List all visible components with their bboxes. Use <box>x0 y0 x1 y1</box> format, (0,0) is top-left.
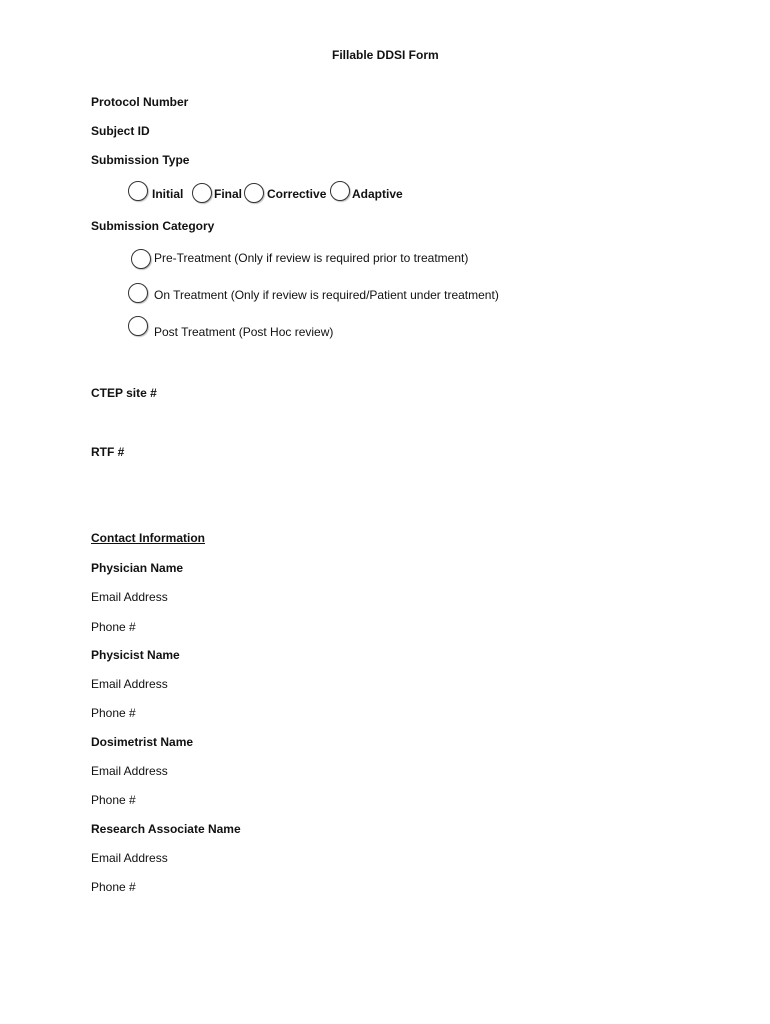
physician-email-label: Email Address <box>91 590 168 604</box>
dosimetrist-phone-label: Phone # <box>91 793 136 807</box>
radio-initial[interactable] <box>128 181 148 201</box>
contact-information-heading: Contact Information <box>91 531 205 545</box>
submission-category-label: Submission Category <box>91 219 215 233</box>
radio-on-treatment[interactable] <box>128 283 148 303</box>
radio-final[interactable] <box>192 183 212 203</box>
physicist-name-label: Physicist Name <box>91 648 180 662</box>
research-associate-name-label: Research Associate Name <box>91 822 241 836</box>
option-adaptive-label: Adaptive <box>352 187 403 201</box>
research-associate-email-label: Email Address <box>91 851 168 865</box>
dosimetrist-name-label: Dosimetrist Name <box>91 735 194 749</box>
physician-name-label: Physician Name <box>91 561 184 575</box>
ctep-site-label: CTEP site # <box>91 386 157 400</box>
subject-id-label: Subject ID <box>91 124 150 138</box>
option-post-treatment-label: Post Treatment (Post Hoc review) <box>154 325 334 339</box>
form-title: Fillable DDSI Form <box>332 48 439 62</box>
radio-post-treatment[interactable] <box>128 316 148 336</box>
research-associate-phone-label: Phone # <box>91 880 136 894</box>
physician-phone-label: Phone # <box>91 620 136 634</box>
physicist-email-label: Email Address <box>91 677 168 691</box>
radio-adaptive[interactable] <box>330 181 350 201</box>
option-on-treatment-label: On Treatment (Only if review is required/Patient under treatment) <box>154 288 499 302</box>
radio-corrective[interactable] <box>244 183 264 203</box>
physicist-phone-label: Phone # <box>91 706 136 720</box>
option-corrective-label: Corrective <box>267 187 327 201</box>
rtf-label: RTF # <box>91 445 125 459</box>
submission-type-label: Submission Type <box>91 153 190 167</box>
dosimetrist-email-label: Email Address <box>91 764 168 778</box>
option-final-label: Final <box>214 187 243 201</box>
option-pre-treatment-label: Pre-Treatment (Only if review is required prior to treatment) <box>154 251 469 265</box>
option-initial-label: Initial <box>152 187 184 201</box>
radio-pre-treatment[interactable] <box>131 249 151 269</box>
protocol-number-label: Protocol Number <box>91 95 189 109</box>
